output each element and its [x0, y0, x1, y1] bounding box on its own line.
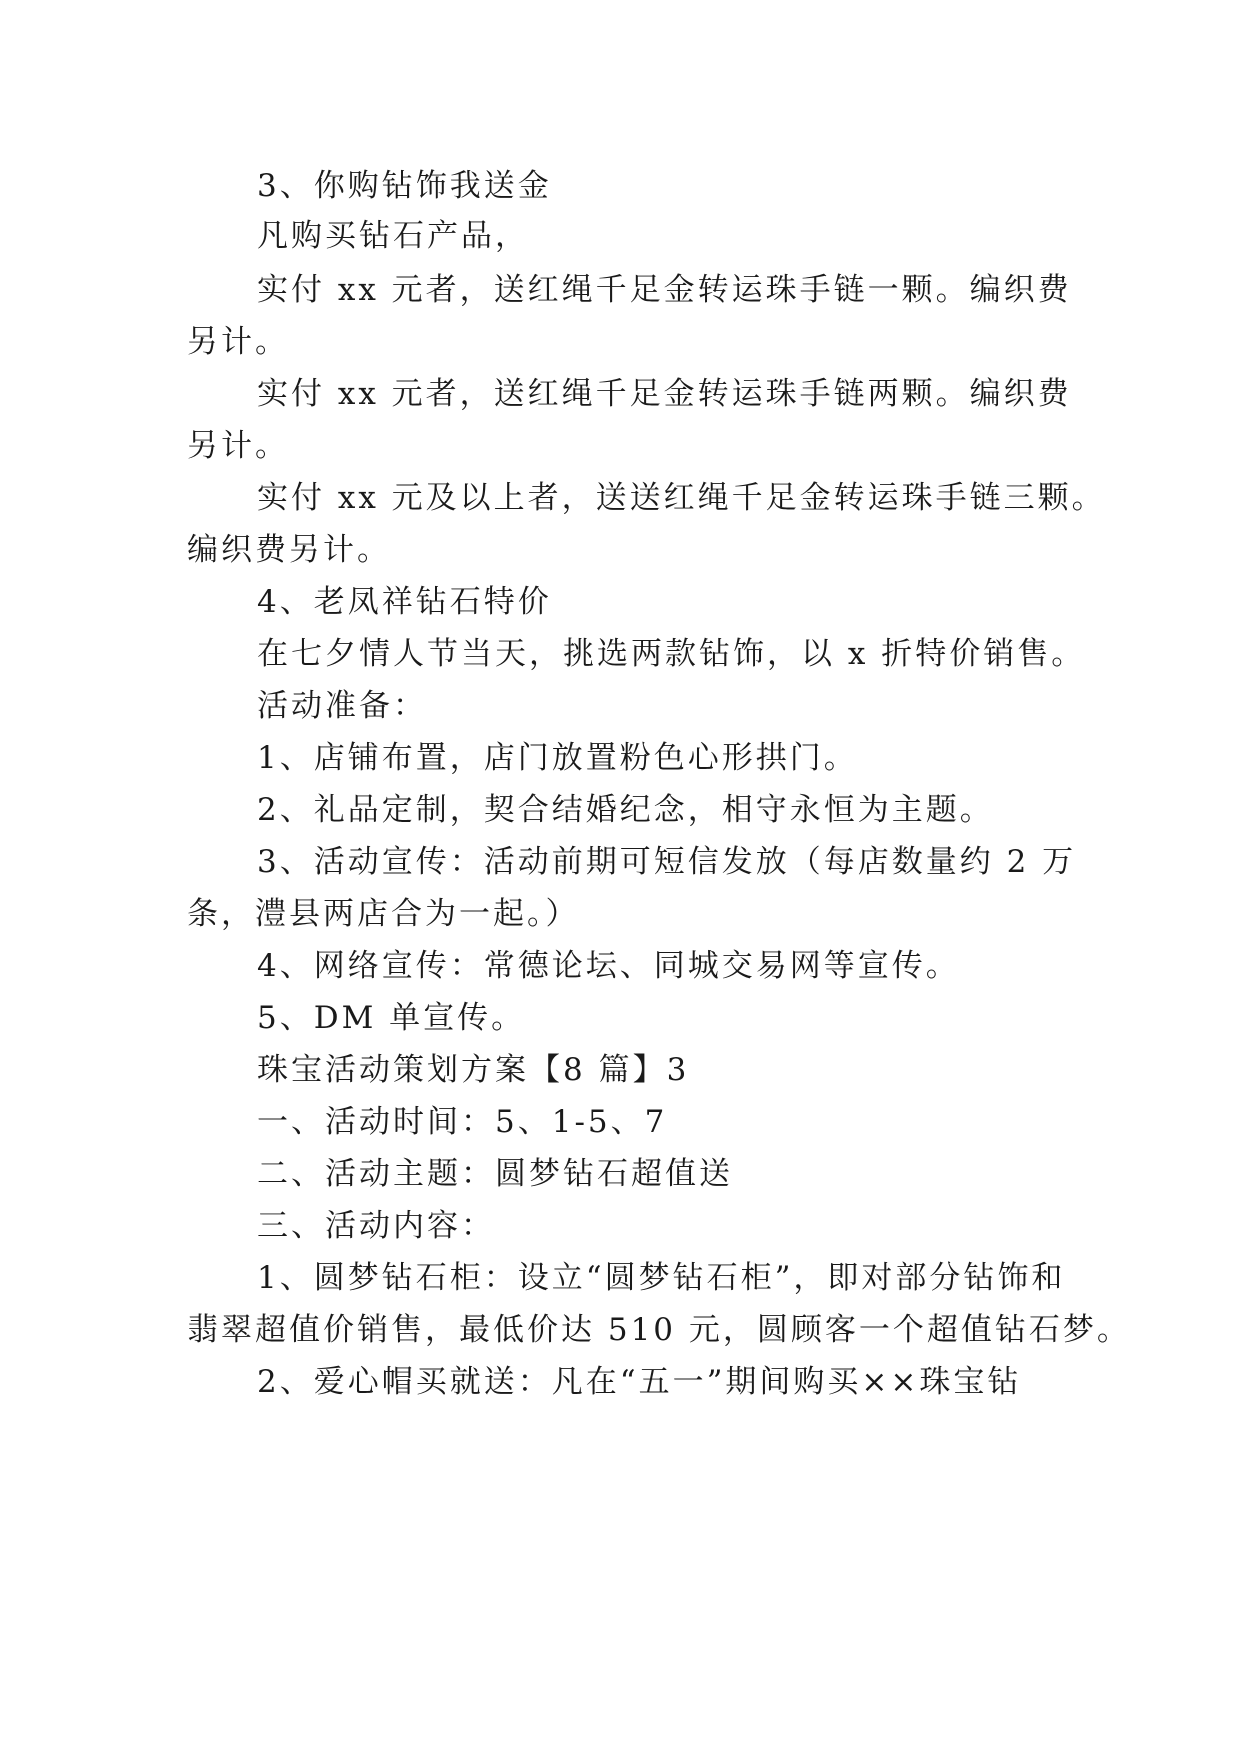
- text-line: 翡翠超值价销售，最低价达 510 元，圆顾客一个超值钻石梦。: [187, 1312, 1131, 1348]
- text-line: 活动准备：: [257, 688, 427, 724]
- text-line: 在七夕情人节当天，挑选两款钻饰，以 x 折特价销售。: [257, 636, 1086, 672]
- text-line: 3、活动宣传：活动前期可短信发放（每店数量约 2 万: [257, 844, 1077, 880]
- section-heading: 珠宝活动策划方案【8 篇】3: [257, 1052, 690, 1088]
- text-line: 1、圆梦钻石柜：设立“圆梦钻石柜”，即对部分钻饰和: [257, 1260, 1066, 1296]
- text-line: 4、老凤祥钻石特价: [257, 584, 552, 620]
- text-line: 2、爱心帽买就送：凡在“五一”期间购买××珠宝钻: [257, 1364, 1022, 1400]
- text-line: 实付 xx 元及以上者，送送红绳千足金转运珠手链三颗。: [257, 480, 1106, 516]
- text-line: 2、礼品定制，契合结婚纪念，相守永恒为主题。: [257, 792, 994, 828]
- text-line: 编织费另计。: [187, 532, 391, 568]
- text-line: 二、活动主题：圆梦钻石超值送: [257, 1156, 733, 1192]
- text-line: 1、店铺布置，店门放置粉色心形拱门。: [257, 740, 858, 776]
- text-line: 条，澧县两店合为一起。）: [187, 896, 580, 932]
- text-line: 另计。: [187, 324, 289, 360]
- text-line: 三、活动内容：: [257, 1208, 495, 1244]
- text-line: 实付 xx 元者，送红绳千足金转运珠手链一颗。编织费: [257, 272, 1072, 308]
- text-line: 一、活动时间：5、1-5、7: [257, 1104, 668, 1140]
- text-line: 实付 xx 元者，送红绳千足金转运珠手链两颗。编织费: [257, 376, 1072, 412]
- text-line: 3、你购钻饰我送金: [257, 168, 552, 204]
- text-line: 5、DM 单宣传。: [257, 1000, 526, 1036]
- text-line: 另计。: [187, 428, 289, 464]
- text-line: 凡购买钻石产品，: [257, 218, 529, 254]
- text-line: 4、网络宣传：常德论坛、同城交易网等宣传。: [257, 948, 960, 984]
